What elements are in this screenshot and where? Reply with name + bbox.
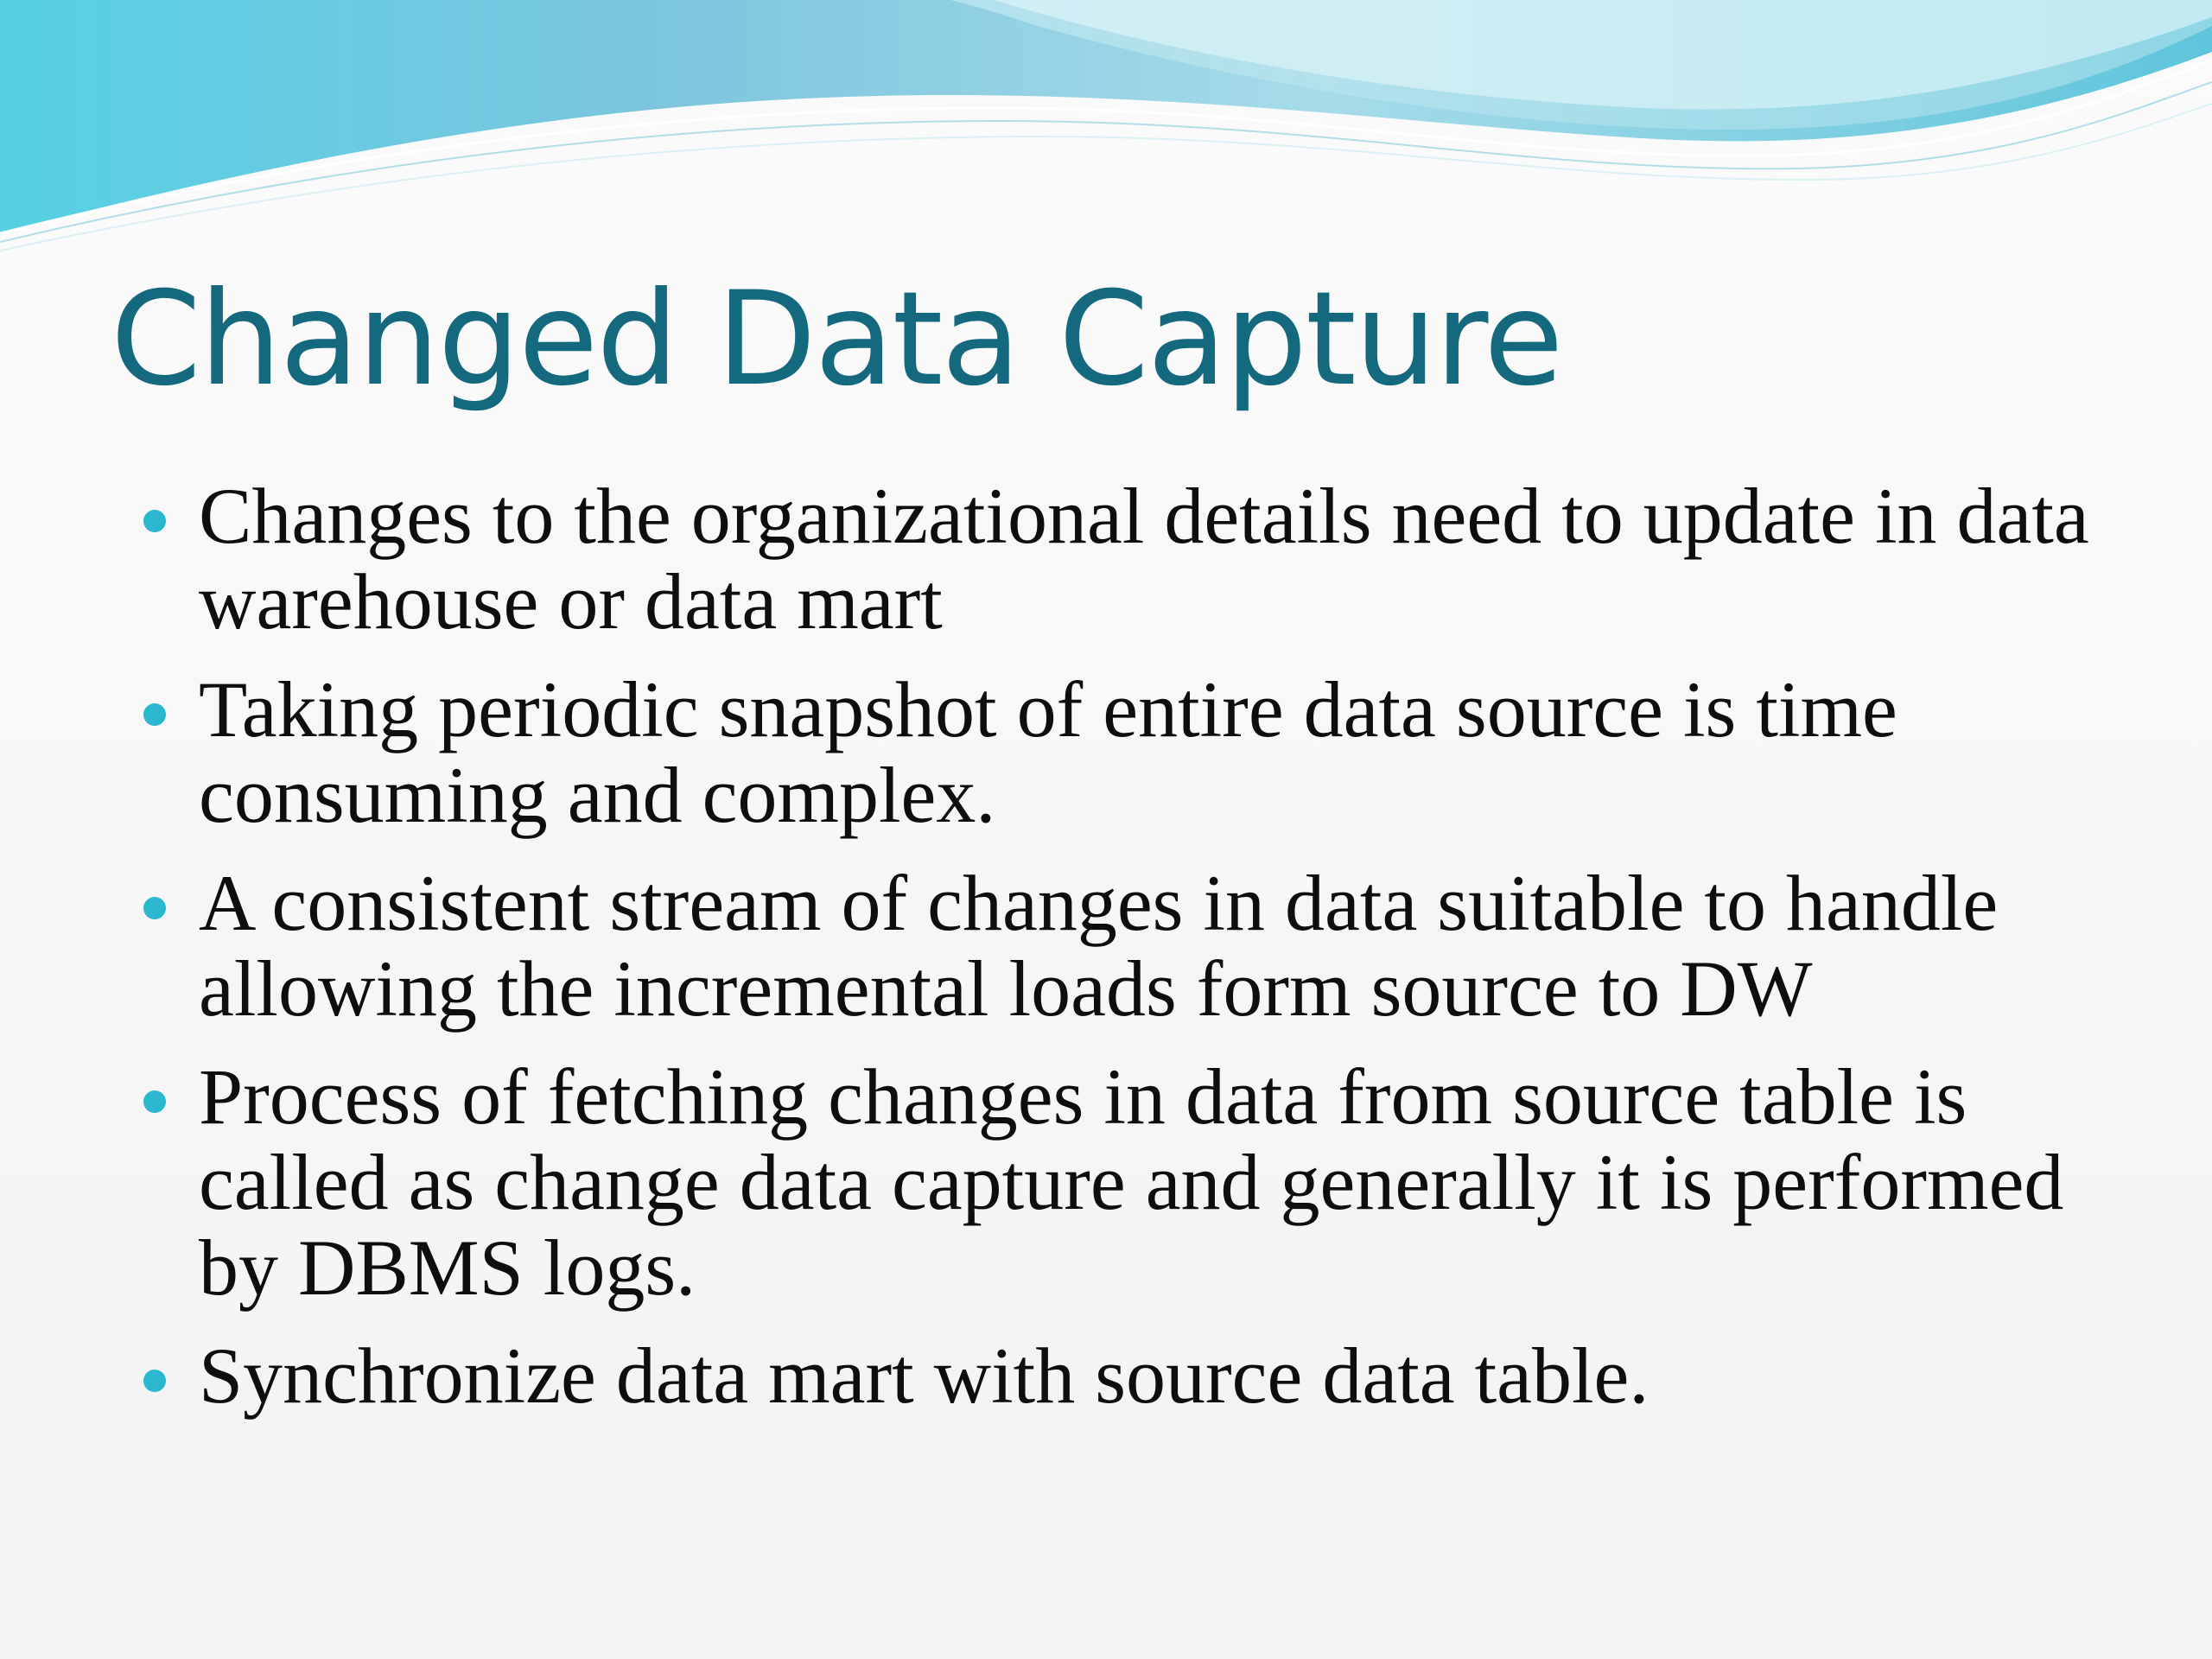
bullet-item-2: [138, 667, 2126, 838]
bullet-text: Process of fetching changes in data from source table is called as change data capture and generally it is performed by DBMS logs.: [199, 1052, 2064, 1312]
bullet-item-4: [138, 1054, 2126, 1311]
bullet-icon: [143, 703, 166, 726]
bullet-icon: [143, 897, 166, 919]
bullet-text: Synchronize data mart with source data table.: [199, 1332, 1649, 1420]
bullet-item-3: [138, 861, 2126, 1032]
slide-title: Changed Data Capture: [111, 264, 1562, 415]
bullet-icon: [143, 1370, 166, 1392]
bullet-icon: [143, 510, 166, 532]
bullet-text: A consistent stream of changes in data suitable to handle allowing the incremental loads form source to DW: [199, 859, 1999, 1033]
bullet-text: Changes to the organizational details need to update in data warehouse or data mart: [199, 472, 2089, 645]
bullet-text: Taking periodic snapshot of entire data source is time consuming and complex.: [199, 665, 1897, 839]
bullet-item-5: [138, 1333, 2126, 1419]
bullet-icon: [143, 1090, 166, 1113]
bullet-list: [138, 474, 2126, 1441]
bullet-item-1: [138, 474, 2126, 645]
decorative-wave-header: [0, 0, 2212, 259]
